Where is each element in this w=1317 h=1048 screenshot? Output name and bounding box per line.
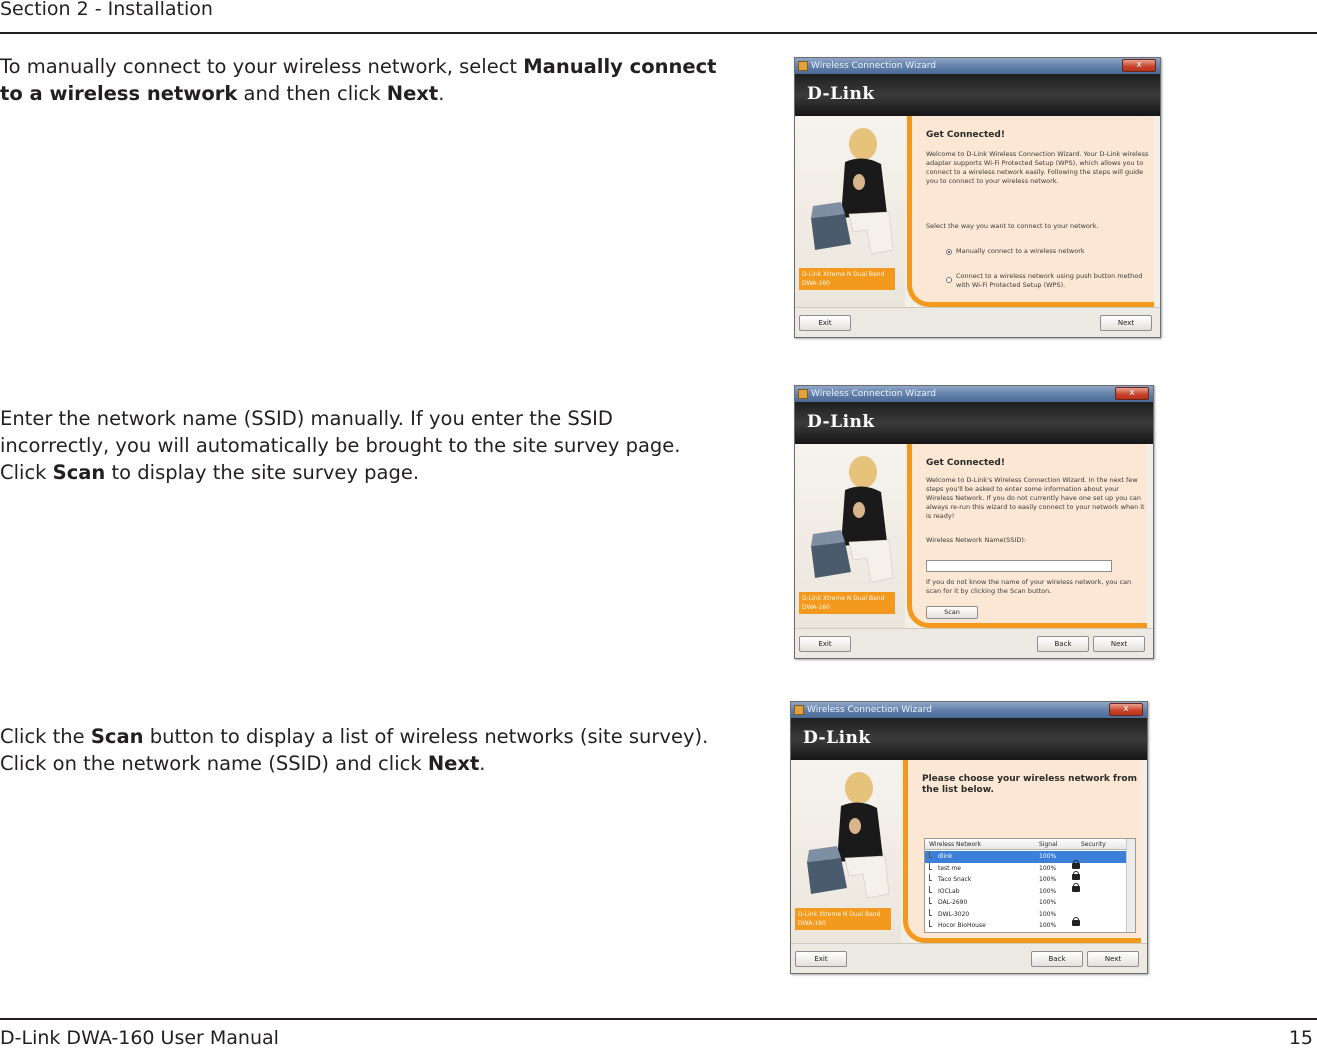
close-button[interactable]: x: [1122, 59, 1156, 72]
signal-icon: [929, 886, 932, 893]
network-name: test me: [938, 864, 961, 872]
network-row[interactable]: [925, 886, 1126, 898]
wizard-content-panel: [907, 444, 1147, 628]
footer-divider: [0, 1018, 1317, 1020]
manual-connect-radio[interactable]: [946, 249, 952, 255]
signal-icon: [929, 863, 932, 870]
brand-banner: [795, 74, 1160, 116]
wps-connect-radio[interactable]: [946, 277, 952, 283]
network-name: dlink: [938, 853, 953, 860]
exit-button[interactable]: Exit: [799, 636, 851, 652]
wizard-button-bar: [791, 943, 1147, 973]
manual-connect-label[interactable]: Manually connect to a wireless network: [956, 247, 1085, 255]
wizard-heading: Get Connected!: [926, 458, 1005, 468]
window-titlebar: [795, 58, 1160, 74]
ssid-input[interactable]: [926, 560, 1112, 572]
column-signal[interactable]: Signal: [1039, 841, 1058, 848]
network-name: Taco Snack: [938, 876, 972, 883]
window-title: Wireless Connection Wizard: [811, 61, 936, 71]
window-title: Wireless Connection Wizard: [811, 389, 936, 399]
network-row[interactable]: [925, 909, 1126, 921]
wizard-button-bar: [795, 307, 1160, 337]
p3-text-1: Click the: [0, 725, 91, 748]
p1-text-3: .: [438, 82, 445, 105]
wps-connect-label[interactable]: Connect to a wireless network using push button method with Wi-Fi Protected Setup (WPS).: [956, 272, 1143, 289]
back-button[interactable]: Back: [1037, 636, 1089, 652]
network-row[interactable]: [925, 874, 1126, 886]
app-icon: [794, 705, 804, 715]
p1-text-2: and then click: [237, 82, 387, 105]
signal-icon: [929, 920, 932, 927]
network-row[interactable]: [925, 863, 1126, 875]
wizard-button-bar: [795, 628, 1153, 658]
window-titlebar: [795, 386, 1153, 402]
signal-icon: [929, 909, 932, 916]
close-button[interactable]: x: [1109, 703, 1143, 716]
p1-emphasis-manual: Manually connect to a wireless network: [0, 55, 717, 105]
product-label: D-Link Xtreme N Dual Band DWA-160: [799, 592, 895, 614]
column-network[interactable]: Wireless Network: [929, 841, 982, 848]
network-list-header: [925, 839, 1126, 850]
next-button[interactable]: Next: [1093, 636, 1145, 652]
app-icon: [798, 389, 808, 399]
p3-text-3: .: [479, 752, 486, 775]
wizard-heading: Get Connected!: [926, 130, 1005, 140]
network-signal: 100%: [1039, 910, 1057, 918]
p2-emphasis-scan: Scan: [52, 461, 106, 484]
exit-button[interactable]: Exit: [799, 315, 851, 331]
ssid-label: Wireless Network Name(SSID):: [926, 536, 1027, 544]
header-divider: [0, 32, 1317, 34]
app-icon: [798, 61, 808, 71]
woman-laptop-photo-icon: [797, 766, 893, 906]
back-button[interactable]: Back: [1031, 951, 1083, 967]
signal-icon: [929, 897, 932, 904]
p2-text-1: Enter the network name (SSID) manually. If you enter the SSID incorrectly, you will automatically be brought to the site survey page. Click: [0, 407, 681, 484]
wizard-window-enter-ssid: [794, 385, 1154, 659]
woman-laptop-photo-icon: [801, 122, 897, 262]
network-name: DWL-3020: [938, 910, 970, 918]
wizard-content-panel: [903, 760, 1141, 943]
next-button[interactable]: Next: [1087, 951, 1139, 967]
wizard-intro-text: Welcome to D-Link's Wireless Connection Wizard. In the next few steps you'll be asked to enter some information about your Wireless Network. If you do not currently have one set up you can always re-run this wizard to easily connect to your network when it is ready!: [926, 476, 1145, 520]
wizard-sidebar: [791, 760, 901, 943]
section-title: Section 2 - Installation: [0, 0, 213, 20]
network-name: DAL-2690: [938, 899, 968, 906]
lock-icon: [1072, 874, 1080, 880]
p1-emphasis-next: Next: [386, 82, 439, 105]
wizard-window-site-survey: [790, 701, 1148, 974]
lock-icon: [1072, 920, 1080, 926]
wizard-prompt-text: Select the way you want to connect to your network.: [926, 222, 1099, 230]
dlink-logo: D-Link: [807, 412, 875, 432]
network-row[interactable]: [925, 920, 1126, 932]
network-name: Hocor BioHouse: [938, 922, 986, 929]
wizard-intro-text: Welcome to D-Link Wireless Connection Wizard. Your D-Link wireless adapter supports Wi-Fi Protected Setup (WPS), which allows you to connect to a wireless network easily. Following the steps will guide you to connect to your wireless network.: [926, 150, 1149, 185]
manual-title: D-Link DWA-160 User Manual: [0, 1027, 279, 1048]
product-label: D-Link Xtreme N Dual Band DWA-160: [799, 268, 895, 290]
network-list[interactable]: [924, 838, 1136, 933]
scan-hint-text: If you do not know the name of your wireless network, you can scan for it by clicking the Scan button.: [926, 578, 1132, 595]
wizard-sidebar: [795, 116, 905, 307]
product-label: D-Link Xtreme N Dual Band DWA-160: [795, 908, 891, 930]
wizard-window-select-method: [794, 57, 1161, 338]
close-button[interactable]: x: [1115, 387, 1149, 400]
network-signal: 100%: [1039, 887, 1057, 895]
next-button[interactable]: Next: [1100, 315, 1152, 331]
woman-laptop-photo-icon: [801, 450, 897, 590]
wizard-sidebar: [795, 444, 905, 628]
p1-text-1: To manually connect to your wireless network, select: [0, 55, 524, 78]
network-signal: 100%: [1039, 876, 1057, 883]
network-name: IOCLab: [938, 887, 960, 895]
brand-banner: [795, 402, 1153, 444]
network-row[interactable]: [925, 851, 1126, 863]
signal-icon: [929, 851, 932, 858]
brand-banner: [791, 718, 1147, 760]
scan-button[interactable]: Scan: [926, 606, 978, 619]
instruction-paragraph-1: [0, 53, 725, 107]
network-row[interactable]: [925, 897, 1126, 909]
page-number: 15: [1288, 1027, 1313, 1048]
p3-emphasis-next: Next: [427, 752, 480, 775]
column-security[interactable]: Security: [1081, 841, 1106, 848]
network-signal: 100%: [1039, 853, 1057, 860]
signal-icon: [929, 874, 932, 881]
wizard-heading: Please choose your wireless network from the list below.: [922, 774, 1137, 795]
wizard-content-panel: [907, 116, 1154, 307]
instruction-paragraph-3: [0, 723, 725, 777]
p2-text-2: to display the site survey page.: [105, 461, 420, 484]
network-signal: 100%: [1039, 899, 1057, 906]
dlink-logo: D-Link: [807, 84, 875, 104]
network-signal: 100%: [1039, 864, 1057, 872]
window-title: Wireless Connection Wizard: [807, 705, 932, 715]
p3-text-2: button to display a list of wireless networks (site survey). Click on the network name (SSID) and click: [0, 725, 709, 775]
instruction-paragraph-2: [0, 405, 725, 486]
exit-button[interactable]: Exit: [795, 951, 847, 967]
dlink-logo: D-Link: [803, 728, 871, 748]
window-titlebar: [791, 702, 1147, 718]
network-list-scrollbar[interactable]: [1126, 839, 1135, 932]
network-signal: 100%: [1039, 922, 1057, 929]
lock-icon: [1072, 886, 1080, 892]
lock-icon: [1072, 863, 1080, 869]
p3-emphasis-scan: Scan: [90, 725, 144, 748]
